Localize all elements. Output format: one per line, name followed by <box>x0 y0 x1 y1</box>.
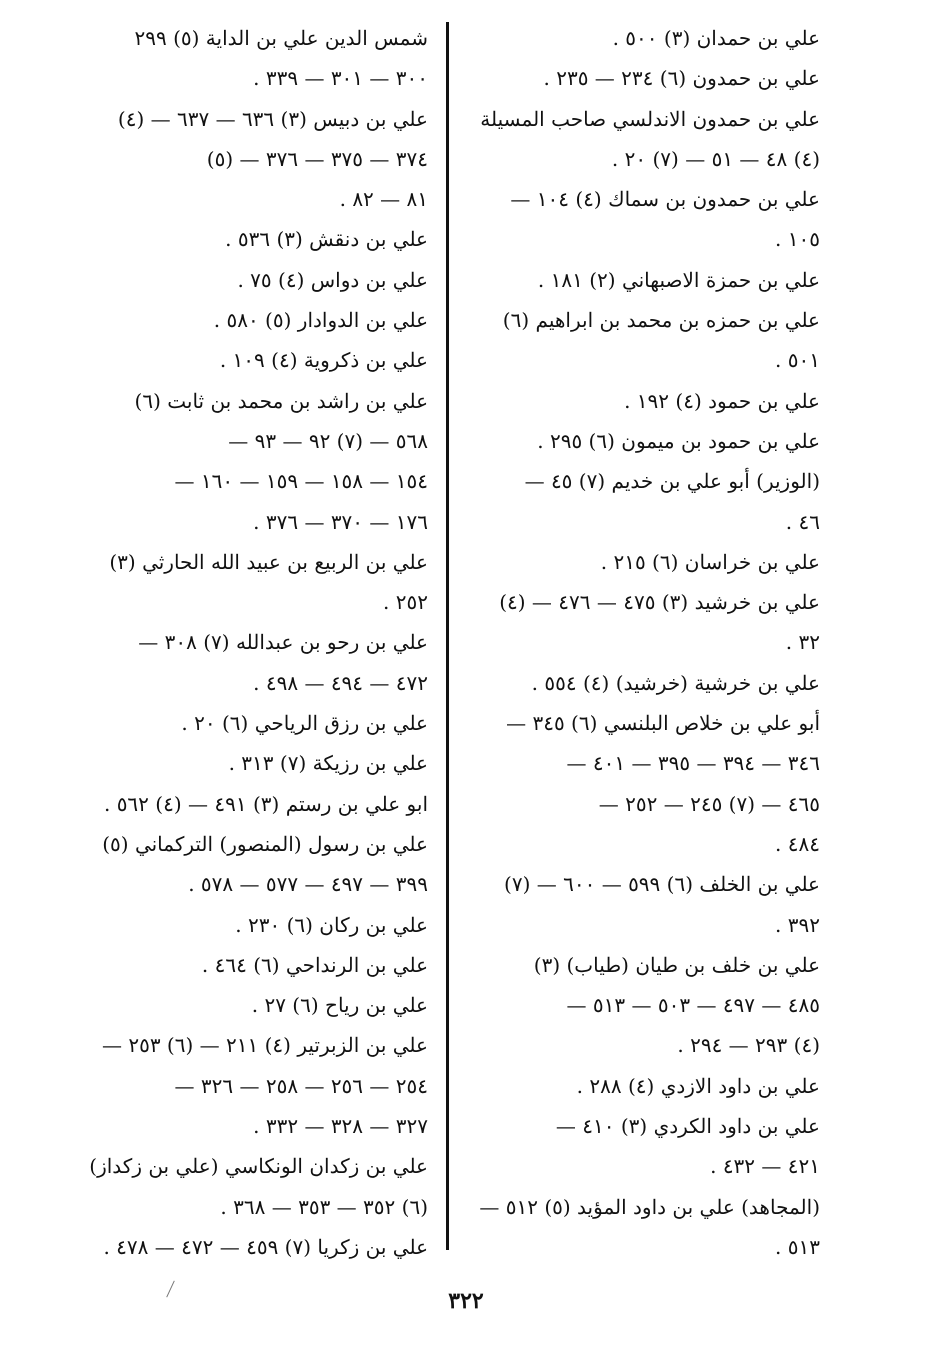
index-entry-line: ٣٠٠ — ٣٠١ — ٣٣٩ . <box>253 66 428 91</box>
index-column-right <box>470 18 820 1267</box>
index-entry-line: علي بن دواس (٤) ٧٥ . <box>237 267 428 292</box>
index-entry-line: ٤٨٤ . <box>775 831 820 856</box>
index-entry-line: علي بن خرشية (خرشيد) (٤) ٥٥٤ . <box>531 670 820 695</box>
index-entry-line: ٣٤٦ — ٣٩٤ — ٣٩٥ — ٤٠١ — <box>566 751 820 776</box>
index-entry-line: ٨١ — ٨٢ . <box>339 187 428 212</box>
column-divider <box>446 22 449 1250</box>
index-entry-line: علي بن حمزة الاصبهاني (٢) ١٨١ . <box>537 267 820 292</box>
index-entry-line: ٤٢١ — ٤٣٢ . <box>710 1154 820 1179</box>
index-entry-line: ٢٥٤ — ٢٥٦ — ٢٥٨ — ٣٢٦ — <box>174 1073 428 1098</box>
index-entry-line: علي بن خرشيد (٣) ٤٧٥ — ٤٧٦ — (٤) <box>499 590 820 615</box>
index-entry-line: ٣٢ . <box>785 630 820 655</box>
index-entry-line: علي بن حمدون (٦) ٢٣٤ — ٢٣٥ . <box>543 66 820 91</box>
index-entry-line: شمس الدين علي بن الداية (٥) ٢٩٩ <box>134 26 428 50</box>
index-entry-line: ٥٦٨ — (٧) ٩٢ — ٩٣ — <box>228 428 428 453</box>
index-entry-line: علي بن رحو بن عبدالله (٧) ٣٠٨ — <box>138 630 428 655</box>
index-entry-line: علي بن الدوادار (٥) ٥٨٠ . <box>213 308 428 333</box>
index-entry-line: علي بن داود الكردي (٣) ٤١٠ — <box>555 1114 820 1139</box>
index-entry-line: (٤) ٢٩٣ — ٢٩٤ . <box>677 1033 820 1058</box>
index-entry-line: علي بن زكدان الونكاسي (علي بن زكداز) <box>89 1154 428 1179</box>
index-entry-line: ٥١٣ . <box>775 1234 820 1259</box>
index-entry-line: علي بن حمدان (٣) ٥٠٠ . <box>612 26 820 50</box>
index-entry-line: (الوزير) أبو علي بن خديم (٧) ٤٥ — <box>524 469 820 494</box>
page-number: ٣٢٢ <box>448 1288 484 1314</box>
index-entry-line: ٤٨٥ — ٤٩٧ — ٥٠٣ — ٥١٣ — <box>566 993 820 1018</box>
index-entry-line: (٤) ٤٨ — ٥١ — (٧) ٢٠ . <box>611 146 820 171</box>
index-entry-line: ٣٢٧ — ٣٢٨ — ٣٣٢ . <box>253 1114 428 1139</box>
index-entry-line: أبو علي بن خلاص البلنسي (٦) ٣٤٥ — <box>506 711 820 736</box>
index-entry-line: علي بن حمود (٤) ١٩٢ . <box>624 388 820 413</box>
index-entry-line: علي بن ركان (٦) ٢٣٠ . <box>235 912 428 937</box>
index-entry-line: علي بن حمود بن ميمون (٦) ٢٩٥ . <box>537 428 820 453</box>
index-entry-line: ٢٥٢ . <box>383 590 428 615</box>
index-column-left <box>78 18 428 1267</box>
index-entry-line: ١٠٥ . <box>775 227 820 252</box>
index-entry-line: ٤٦٥ — (٧) ٢٤٥ — ٢٥٢ — <box>598 791 820 816</box>
index-entry-line: علي بن دنقش (٣) ٥٣٦ . <box>225 227 428 252</box>
index-entry-line: علي بن حمدون الاندلسي صاحب المسيلة <box>480 106 820 131</box>
index-entry-line: علي بن راشد بن محمد بن ثابت (٦) <box>134 388 428 413</box>
index-entry-line: علي بن خلف بن طيان (طياب) (٣) <box>533 952 820 977</box>
index-entry-line: علي بن ذكروية (٤) ١٠٩ . <box>219 348 428 373</box>
index-entry-line: علي بن الزبرتير (٤) ٢١١ — (٦) ٢٥٣ — <box>101 1033 428 1058</box>
index-entry-line: علي بن خراسان (٦) ٢١٥ . <box>600 549 820 574</box>
index-entry-line: علي بن دبيس (٣) ٦٣٦ — ٦٣٧ — (٤) <box>117 106 428 131</box>
index-entry-line: علي بن الربيع بن عبيد الله الحارثي (٣) <box>109 549 428 574</box>
index-entry-line: علي بن داود الازدي (٤) ٢٨٨ . <box>576 1073 820 1098</box>
index-entry-line: علي بن رياح (٦) ٢٧ . <box>251 993 428 1018</box>
index-entry-line: علي بن حمزه بن محمد بن ابراهيم (٦) <box>502 308 820 333</box>
index-entry-line: علي بن الرنداحي (٦) ٤٦٤ . <box>201 952 428 977</box>
index-entry-line: ٥٠١ . <box>775 348 820 373</box>
index-entry-line: (المجاهد) علي بن داود المؤيد (٥) ٥١٢ — <box>479 1194 820 1219</box>
index-entry-line: ٣٩٩ — ٤٩٧ — ٥٧٧ — ٥٧٨ . <box>188 872 428 897</box>
index-entry-line: ٣٧٤ — ٣٧٥ — ٣٧٦ — (٥) <box>206 146 428 171</box>
index-entry-line: ١٧٦ — ٣٧٠ — ٣٧٦ . <box>253 509 428 534</box>
index-entry-line: ابو علي بن رستم (٣) ٤٩١ — (٤) ٥٦٢ . <box>103 791 428 816</box>
index-entry-line: (٦) ٣٥٢ — ٣٥٣ — ٣٦٨ . <box>220 1194 428 1219</box>
index-entry-line: ٣٩٢ . <box>775 912 820 937</box>
index-entry-line: علي بن رسول (المنصور) التركماني (٥) <box>102 831 428 856</box>
index-entry-line: علي بن رزق الرياحي (٦) ٢٠ . <box>181 711 428 736</box>
index-entry-line: ٤٦ . <box>785 509 820 534</box>
index-entry-line: ١٥٤ — ١٥٨ — ١٥٩ — ١٦٠ — <box>174 469 428 494</box>
index-entry-line: علي بن الخلف (٦) ٥٩٩ — ٦٠٠ — (٧) <box>504 872 820 897</box>
index-entry-line: علي بن زكريا (٧) ٤٥٩ — ٤٧٢ — ٤٧٨ . <box>103 1234 428 1259</box>
index-entry-line: علي بن حمدون بن سماك (٤) ١٠٤ — <box>510 187 820 212</box>
index-entry-line: علي بن رزيكة (٧) ٣١٣ . <box>228 751 428 776</box>
index-entry-line: ٤٧٢ — ٤٩٤ — ٤٩٨ . <box>253 670 428 695</box>
